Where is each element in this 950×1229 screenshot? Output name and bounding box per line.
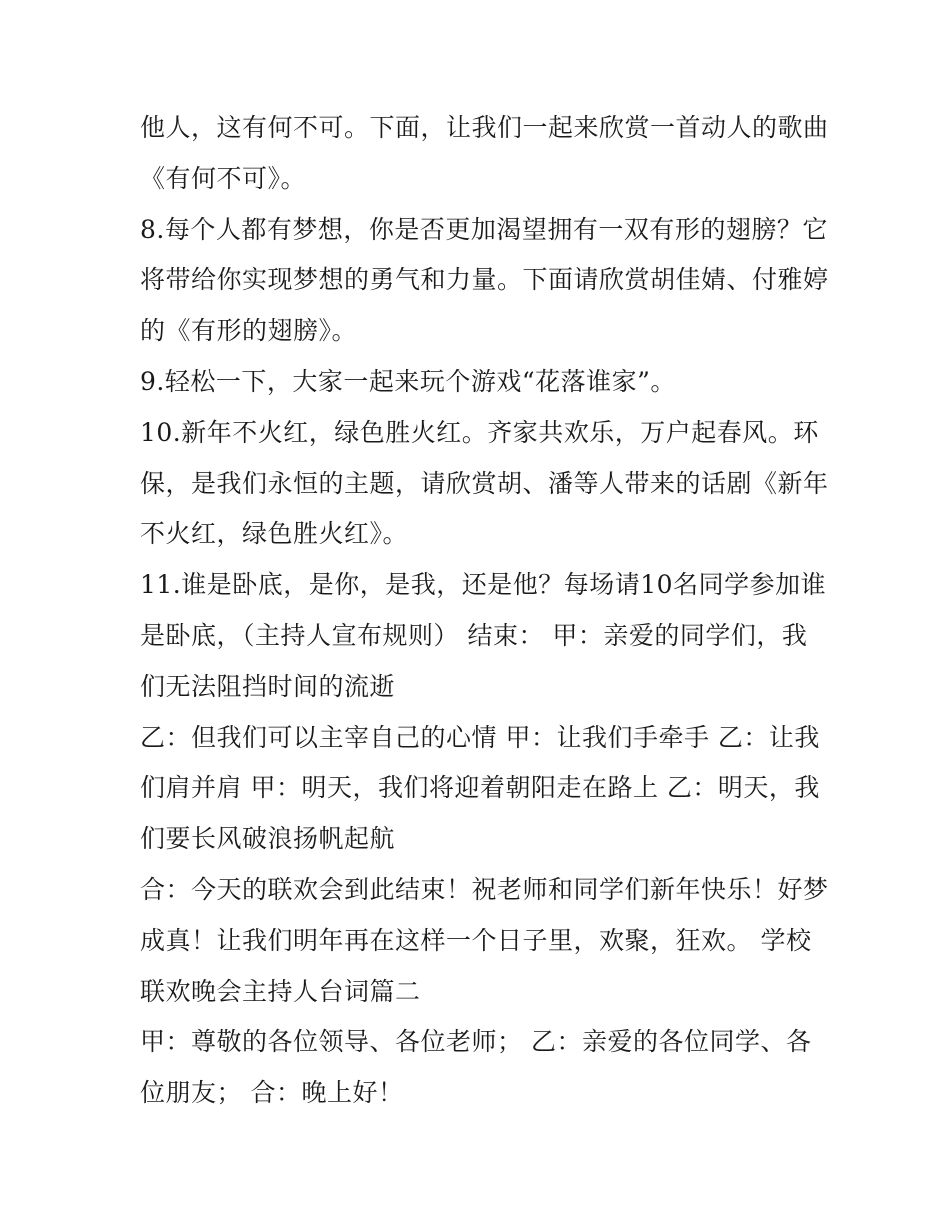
text-line: 9.轻松一下，大家一起来玩个游戏“花落谁家”。 bbox=[140, 366, 676, 396]
text-line: 8.每个人都有梦想，你是否更加渴望拥有一双有形的翅膀？它 bbox=[140, 214, 828, 244]
text-line: 乙：但我们可以主宰自己的心情 甲：让我们手牵手 乙：让我 bbox=[140, 722, 820, 752]
text-line: 他人，这有何不可。下面，让我们一起来欣赏一首动人的歌曲 bbox=[140, 113, 829, 142]
text-line: 位朋友； 合：晚上好！ bbox=[140, 1078, 404, 1108]
text-line: 《有何不可》。 bbox=[140, 163, 307, 193]
text-line: 甲：尊敬的各位领导、各位老师； 乙：亲爱的各位同学、各 bbox=[140, 1027, 812, 1057]
text-line: 是卧底，（主持人宣布规则） 结束： 甲：亲爱的同学们，我 bbox=[140, 620, 808, 650]
text-line: 们无法阻挡时间的流逝 bbox=[140, 671, 396, 701]
text-line: 将带给你实现梦想的勇气和力量。下面请欣赏胡佳婧、付雅婷 bbox=[140, 265, 829, 295]
document-body bbox=[140, 103, 830, 1119]
text-line: 不火红，绿色胜火红》。 bbox=[140, 519, 409, 549]
text-line: 合：今天的联欢会到此结束！祝老师和同学们新年快乐！好梦 bbox=[140, 874, 829, 904]
text-line: 成真！让我们明年再在这样一个日子里，欢聚，狂欢。 学校 bbox=[140, 925, 812, 955]
text-line: 的《有形的翅膀》。 bbox=[140, 316, 358, 346]
text-line: 10.新年不火红，绿色胜火红。齐家共欢乐，万户起春风。环 bbox=[140, 417, 819, 447]
text-line: 11.谁是卧底，是你，是我，还是他？每场请10名同学参加谁 bbox=[140, 570, 827, 600]
text-line: 保，是我们永恒的主题，请欣赏胡、潘等人带来的话剧《新年 bbox=[140, 468, 829, 498]
text-line: 们要长风破浪扬帆起航 bbox=[140, 824, 396, 854]
text-line: 们肩并肩 甲：明天，我们将迎着朝阳走在路上 乙：明天，我 bbox=[140, 773, 820, 803]
text-line: 联欢晚会主持人台词篇二 bbox=[140, 976, 421, 1006]
